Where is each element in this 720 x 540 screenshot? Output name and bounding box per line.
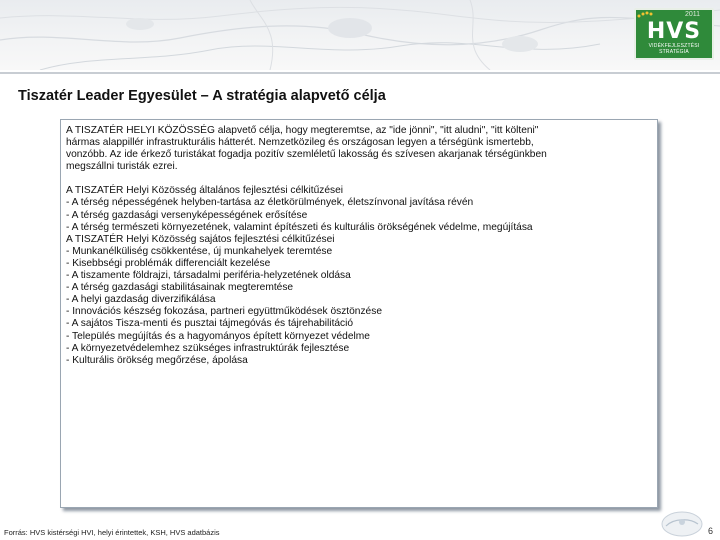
- intro-line: A TISZATÉR HELYI KÖZÖSSÉG alapvető célja, hogy megteremtse, az "ide jönni", "itt aludni", "itt költeni": [66, 125, 539, 136]
- goals-heading-general: A TISZATÉR Helyi Közösség általános fejlesztési célkitűzései: [66, 185, 344, 197]
- goals-heading-specific: A TISZATÉR Helyi Közösség sajátos fejlesztési célkitűzései: [66, 233, 335, 245]
- list-item: - A sajátos Tisza-menti és pusztai tájmegóvás és tájrehabilitáció: [66, 318, 354, 330]
- footer-source-text: HVS kistérségi HVI, helyi érintettek, KSH, HVS adatbázis: [29, 528, 220, 537]
- intro-line: vonzóbb. Az ide érkező turistákat fogadja pozitív szemléletű lakosság és szívesen akarjanak térségünkben: [66, 149, 547, 161]
- list-item: - Innovációs készség fokozása, partneri együttműködések ösztönzése: [66, 306, 382, 318]
- list-item: - Kulturális örökség megőrzése, ápolása: [66, 354, 248, 366]
- content-text: [66, 125, 649, 367]
- list-item: - A tiszamente földrajzi, társadalmi periféria-helyzetének oldása: [66, 270, 351, 282]
- map-background: [0, 0, 720, 70]
- hvs-logo: [634, 8, 714, 60]
- logo-sub-text: VIDÉKFEJLESZTÉSI STRATÉGIA: [648, 43, 700, 55]
- paragraph-gap: [66, 173, 649, 185]
- intro-line: megszállni turisták ezrei.: [66, 161, 178, 173]
- header-divider: [0, 72, 720, 74]
- page-number: 6: [708, 526, 714, 536]
- intro-line: hármas alappillér infrastrukturális hátterét. Nemzetközileg és országosan legyen a térségünk ismertebb,: [66, 137, 534, 149]
- content-box: [60, 119, 658, 508]
- logo-main-text: HVS: [646, 19, 702, 44]
- list-item: - A térség természeti környezetének, valamint építészeti és kulturális örökségének védelme, megújítása: [66, 221, 533, 233]
- list-item: - A környezetvédelemhez szükséges infrastruktúrák fejlesztése: [66, 342, 350, 354]
- list-item: - Kisebbségi problémák differenciált kezelése: [66, 257, 271, 269]
- logo-top-text: 2011: [684, 11, 700, 18]
- list-item: - A térség népességének helyben-tartása az életkörülmények, életszínvonal javítása révén: [66, 197, 474, 209]
- list-item: - A helyi gazdaság diverzifikálása: [66, 294, 216, 306]
- list-item: - A térség gazdasági versenyképességének erősítése: [66, 209, 308, 221]
- list-item: - Munkanélküliség csökkentése, új munkahelyek teremtése: [66, 245, 333, 257]
- footer-source-label: Forrás:: [4, 528, 28, 537]
- list-item: - Település megújítás és a hagyományos épített környezet védelme: [66, 330, 370, 342]
- footer-source: [4, 528, 220, 537]
- list-item: - A térség gazdasági stabilitásainak megteremtése: [66, 282, 294, 294]
- footer-logo-icon: [660, 508, 704, 538]
- page-title: Tiszatér Leader Egyesület – A stratégia alapvető célja: [18, 88, 386, 104]
- header-banner: [0, 0, 720, 70]
